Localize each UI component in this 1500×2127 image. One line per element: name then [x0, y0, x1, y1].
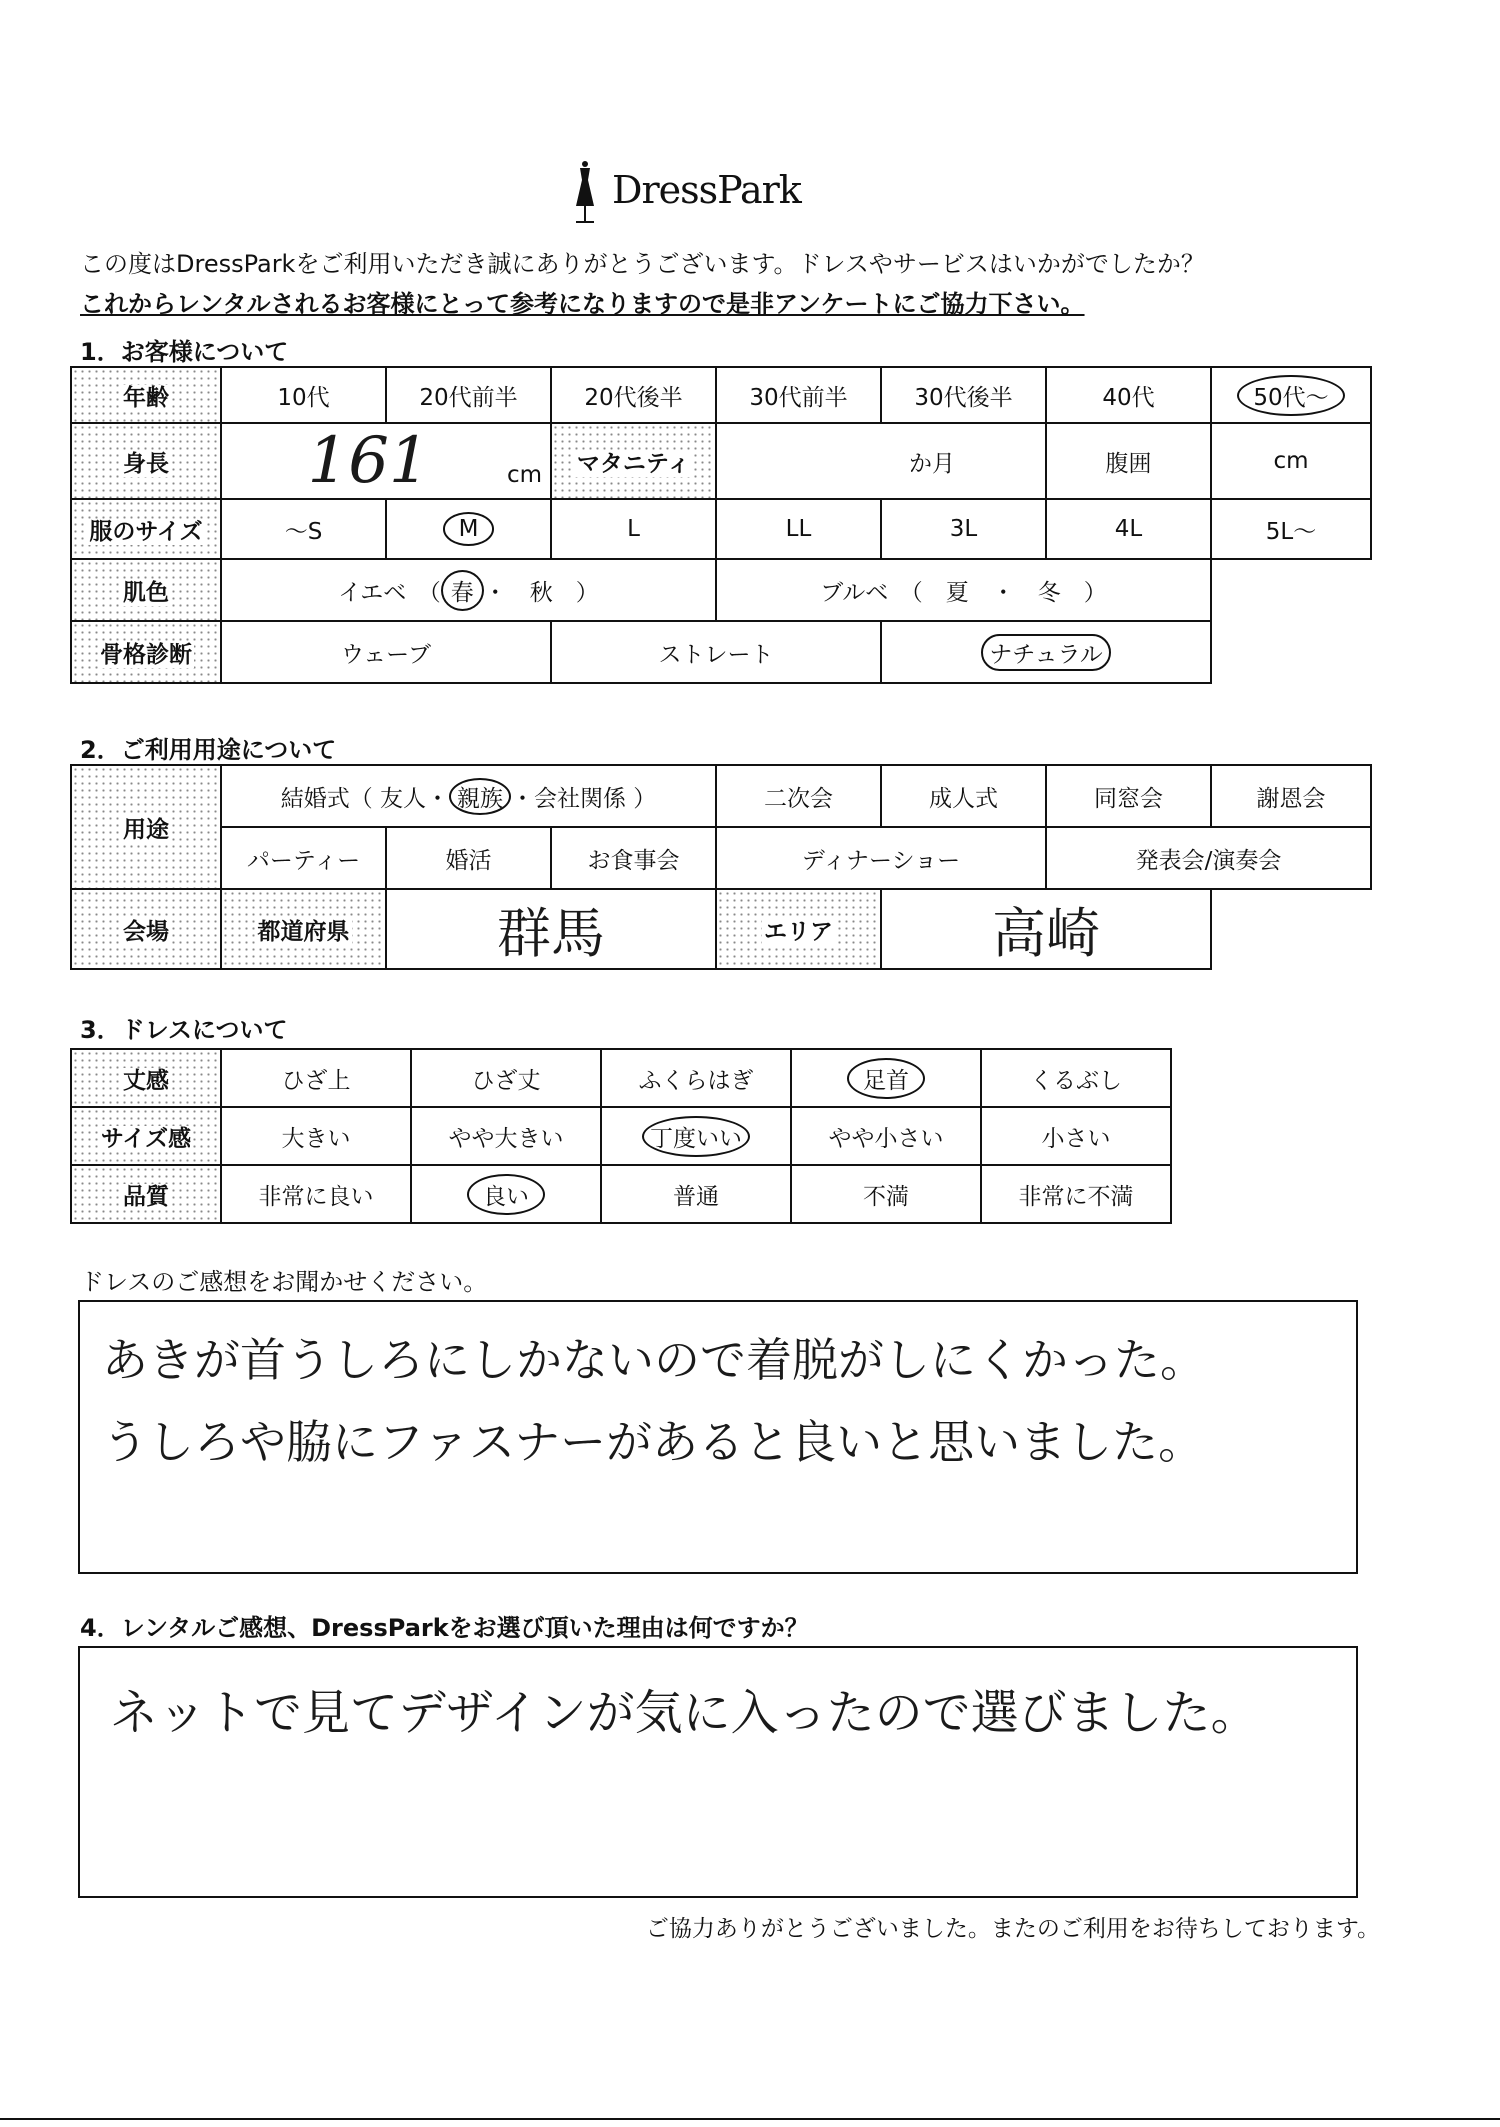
fit-option[interactable]: 小さい [981, 1107, 1171, 1165]
selection-circle: 親族 [449, 778, 511, 815]
dress-comment-prompt: ドレスのご感想をお聞かせください。 [80, 1268, 488, 1296]
age-option[interactable]: 30代前半 [716, 367, 881, 423]
length-option-selected[interactable] [791, 1049, 981, 1107]
size-option[interactable]: LL [716, 499, 881, 559]
usage-option[interactable]: 謝恩会 [1211, 765, 1371, 827]
fit-option[interactable]: 大きい [221, 1107, 411, 1165]
dress-comment-box[interactable] [78, 1300, 1358, 1574]
usage-option[interactable]: 同窓会 [1046, 765, 1211, 827]
length-label: 丈感 [71, 1049, 221, 1107]
dress-comment-line-2: うしろや脇にファスナーがあると良いと思いました。 [102, 1415, 1205, 1469]
size-option[interactable]: ～S [221, 499, 386, 559]
dress-form-icon [560, 158, 610, 228]
age-label: 年齢 [71, 367, 221, 423]
rental-comment-box[interactable] [78, 1646, 1358, 1898]
body-type-option-selected[interactable] [881, 621, 1211, 683]
section-2-title: 2．ご利用用途について [80, 736, 337, 764]
waist-unit[interactable]: cm [1211, 423, 1371, 499]
quality-option[interactable]: 不満 [791, 1165, 981, 1223]
quality-option[interactable]: 非常に不満 [981, 1165, 1171, 1223]
quality-option[interactable]: 非常に良い [221, 1165, 411, 1223]
selection-circle: M [443, 512, 495, 546]
usage-option[interactable]: お食事会 [551, 827, 716, 889]
size-label: 服のサイズ [71, 499, 221, 559]
logo-wordmark: DressPark [612, 168, 801, 212]
section-3-title: 3．ドレスについて [80, 1016, 288, 1044]
skin-label: 肌色 [71, 559, 221, 621]
size-option[interactable]: 4L [1046, 499, 1211, 559]
usage-option[interactable]: 成人式 [881, 765, 1046, 827]
rental-comment-line: ネットで見てデザインが気に入ったので選びました。 [110, 1685, 1259, 1741]
fit-label: サイズ感 [71, 1107, 221, 1165]
empty-cell [1211, 621, 1371, 683]
venue-label: 会場 [71, 889, 221, 969]
waist-label: 腹囲 [1046, 423, 1211, 499]
size-option[interactable]: L [551, 499, 716, 559]
length-option[interactable]: ひざ丈 [411, 1049, 601, 1107]
age-option[interactable]: 20代前半 [386, 367, 551, 423]
selection-circle: 春 [441, 570, 484, 611]
bottom-edge-line [0, 2118, 1500, 2120]
age-option[interactable]: 40代 [1046, 367, 1211, 423]
height-label: 身長 [71, 423, 221, 499]
age-option[interactable]: 30代後半 [881, 367, 1046, 423]
empty-cell [1211, 889, 1371, 969]
dresspark-logo [560, 158, 860, 228]
maternity-months-field[interactable]: か月 [716, 423, 1046, 499]
body-type-option[interactable]: ストレート [551, 621, 881, 683]
skin-blue-base[interactable]: ブルベ （ 夏 ・ 冬 ） [716, 559, 1211, 621]
fit-option[interactable]: やや小さい [791, 1107, 981, 1165]
body-type-option[interactable]: ウェーブ [221, 621, 551, 683]
selection-circle: 50代～ [1237, 375, 1344, 416]
usage-option[interactable]: 発表会/演奏会 [1046, 827, 1371, 889]
length-option[interactable]: くるぶし [981, 1049, 1171, 1107]
size-option-selected[interactable] [386, 499, 551, 559]
usage-option[interactable]: 二次会 [716, 765, 881, 827]
usage-option[interactable]: ディナーショー [716, 827, 1046, 889]
selection-circle: ナチュラル [981, 634, 1111, 671]
dress-comment-line-1: あきが首うしろにしかないので着脱がしにくかった。 [102, 1333, 1206, 1387]
prefecture-value: 群馬 [497, 901, 605, 965]
prefecture-field[interactable] [386, 889, 716, 969]
height-unit: cm [506, 462, 542, 488]
wedding-option[interactable]: 結婚式（ 友人・ 親族 ・会社関係 ） [221, 765, 716, 827]
purpose-label: 用途 [71, 765, 221, 889]
fit-option[interactable]: やや大きい [411, 1107, 601, 1165]
customer-table [70, 366, 1372, 684]
body-type-label: 骨格診断 [71, 621, 221, 683]
intro-line-1: この度はDressParkをご利用いただき誠にありがとうございます。ドレスやサービスはいかがでしたか？ [80, 250, 1205, 278]
height-field[interactable] [221, 423, 551, 499]
area-label: エリア [716, 889, 881, 969]
maternity-label: マタニティ [551, 423, 716, 499]
quality-option[interactable]: 普通 [601, 1165, 791, 1223]
closing-message: ご協力ありがとうございました。またのご利用をお待ちしております。 [645, 1916, 1380, 1942]
selection-circle: 足首 [847, 1058, 925, 1099]
dress-table [70, 1048, 1172, 1224]
quality-option-selected[interactable] [411, 1165, 601, 1223]
age-option[interactable]: 10代 [221, 367, 386, 423]
section-4-title: 4．レンタルご感想、DressParkをお選び頂いた理由は何ですか？ [80, 1614, 809, 1642]
prefecture-label: 都道府県 [221, 889, 386, 969]
empty-cell [1211, 559, 1371, 621]
area-field[interactable] [881, 889, 1211, 969]
usage-option[interactable]: パーティー [221, 827, 386, 889]
quality-label: 品質 [71, 1165, 221, 1223]
size-option[interactable]: 5L～ [1211, 499, 1371, 559]
age-option-selected[interactable] [1211, 367, 1371, 423]
size-option[interactable]: 3L [881, 499, 1046, 559]
length-option[interactable]: ひざ上 [221, 1049, 411, 1107]
age-option[interactable]: 20代後半 [551, 367, 716, 423]
height-value: 161 [307, 424, 430, 498]
usage-option[interactable]: 婚活 [386, 827, 551, 889]
fit-option-selected[interactable] [601, 1107, 791, 1165]
intro-line-2: これからレンタルされるお客様にとって参考になりますので是非アンケートにご協力下さい。 [80, 290, 1085, 318]
usage-table [70, 764, 1372, 970]
selection-circle: 丁度いい [642, 1116, 750, 1157]
area-value: 高崎 [992, 901, 1100, 965]
section-1-title: 1．お客様について [80, 338, 289, 366]
skin-yellow-base[interactable]: イエベ （ 春 ・ 秋 ） [221, 559, 716, 621]
length-option[interactable]: ふくらはぎ [601, 1049, 791, 1107]
selection-circle: 良い [467, 1174, 545, 1215]
